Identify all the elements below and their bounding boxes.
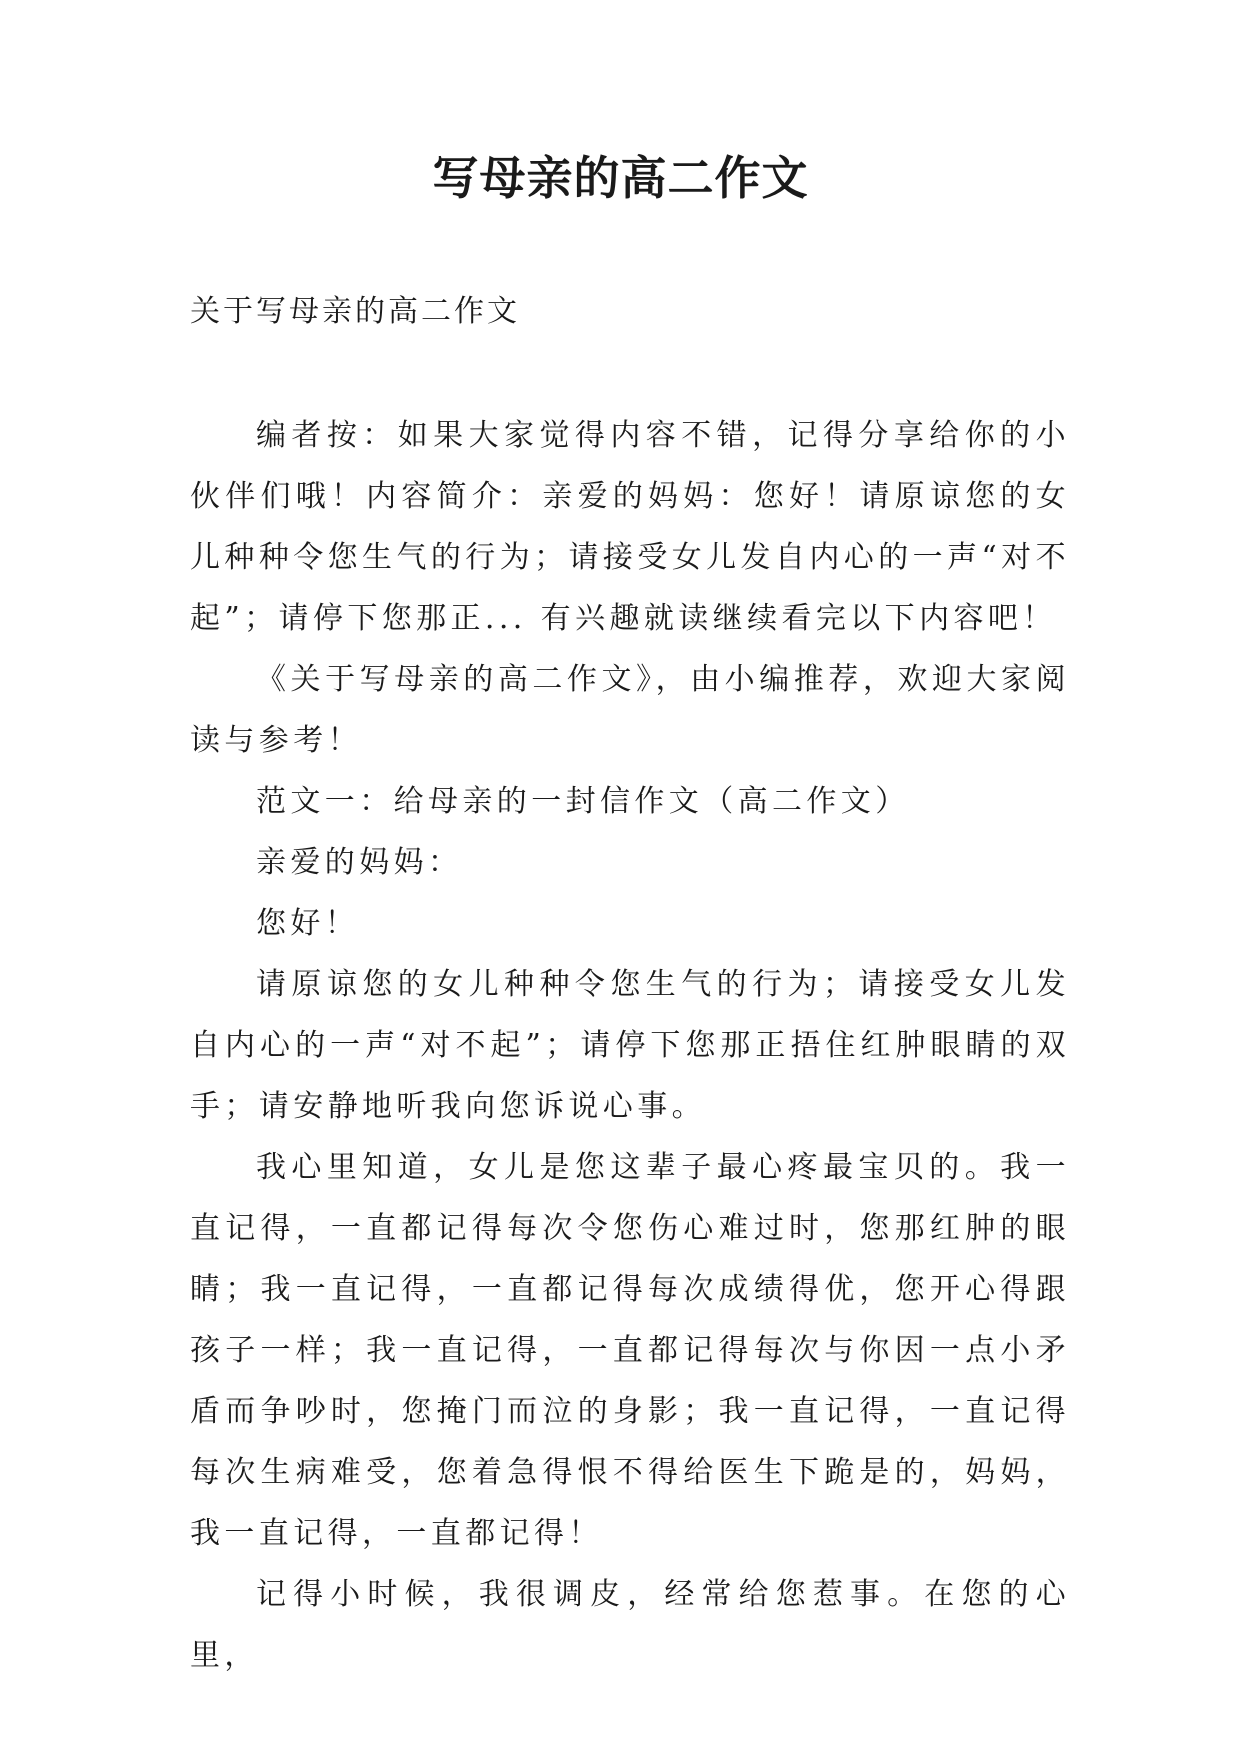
paragraph-memories: 我心里知道，女儿是您这辈子最心疼最宝贝的。我一直记得，一直都记得每次令您伤心难过时，您那红肿的眼睛；我一直记得，一直都记得每次成绩得优，您开心得跟孩子一样；我一直记得，一直都记得每次与你因一点小矛盾而争吵时，您掩门而泣的身影；我一直记得，一直记得每次生病难受，您着急得恨不得给医生下跪是的，妈妈，我一直记得，一直都记得！ <box>190 1150 1070 1551</box>
paragraph-sample-heading: 范文一：给母亲的一封信作文（高二作文） <box>256 784 910 819</box>
paragraph-recommendation: 《关于写母亲的高二作文》，由小编推荐，欢迎大家阅读与参考！ <box>190 662 1070 758</box>
document-subtitle: 关于写母亲的高二作文 <box>190 294 520 329</box>
paragraph-greeting: 您好！ <box>256 906 360 941</box>
document-body <box>190 405 1070 1686</box>
document-title: 写母亲的高二作文 <box>432 151 809 205</box>
paragraph-salutation: 亲爱的妈妈： <box>256 845 463 880</box>
paragraph-editor-note: 编者按：如果大家觉得内容不错，记得分享给你的小伙伴们哦！内容简介：亲爱的妈妈：您好！请原谅您的女儿种种令您生气的行为；请接受女儿发自内心的一声“对不起”；请停下您那正... 有兴趣就读继续看完以下内容吧！ <box>190 418 1070 636</box>
paragraph-childhood: 记得小时候，我很调皮，经常给您惹事。在您的心里， <box>190 1577 1070 1673</box>
paragraph-apology: 请原谅您的女儿种种令您生气的行为；请接受女儿发自内心的一声“对不起”；请停下您那正捂住红肿眼睛的双手；请安静地听我向您诉说心事。 <box>190 967 1070 1124</box>
